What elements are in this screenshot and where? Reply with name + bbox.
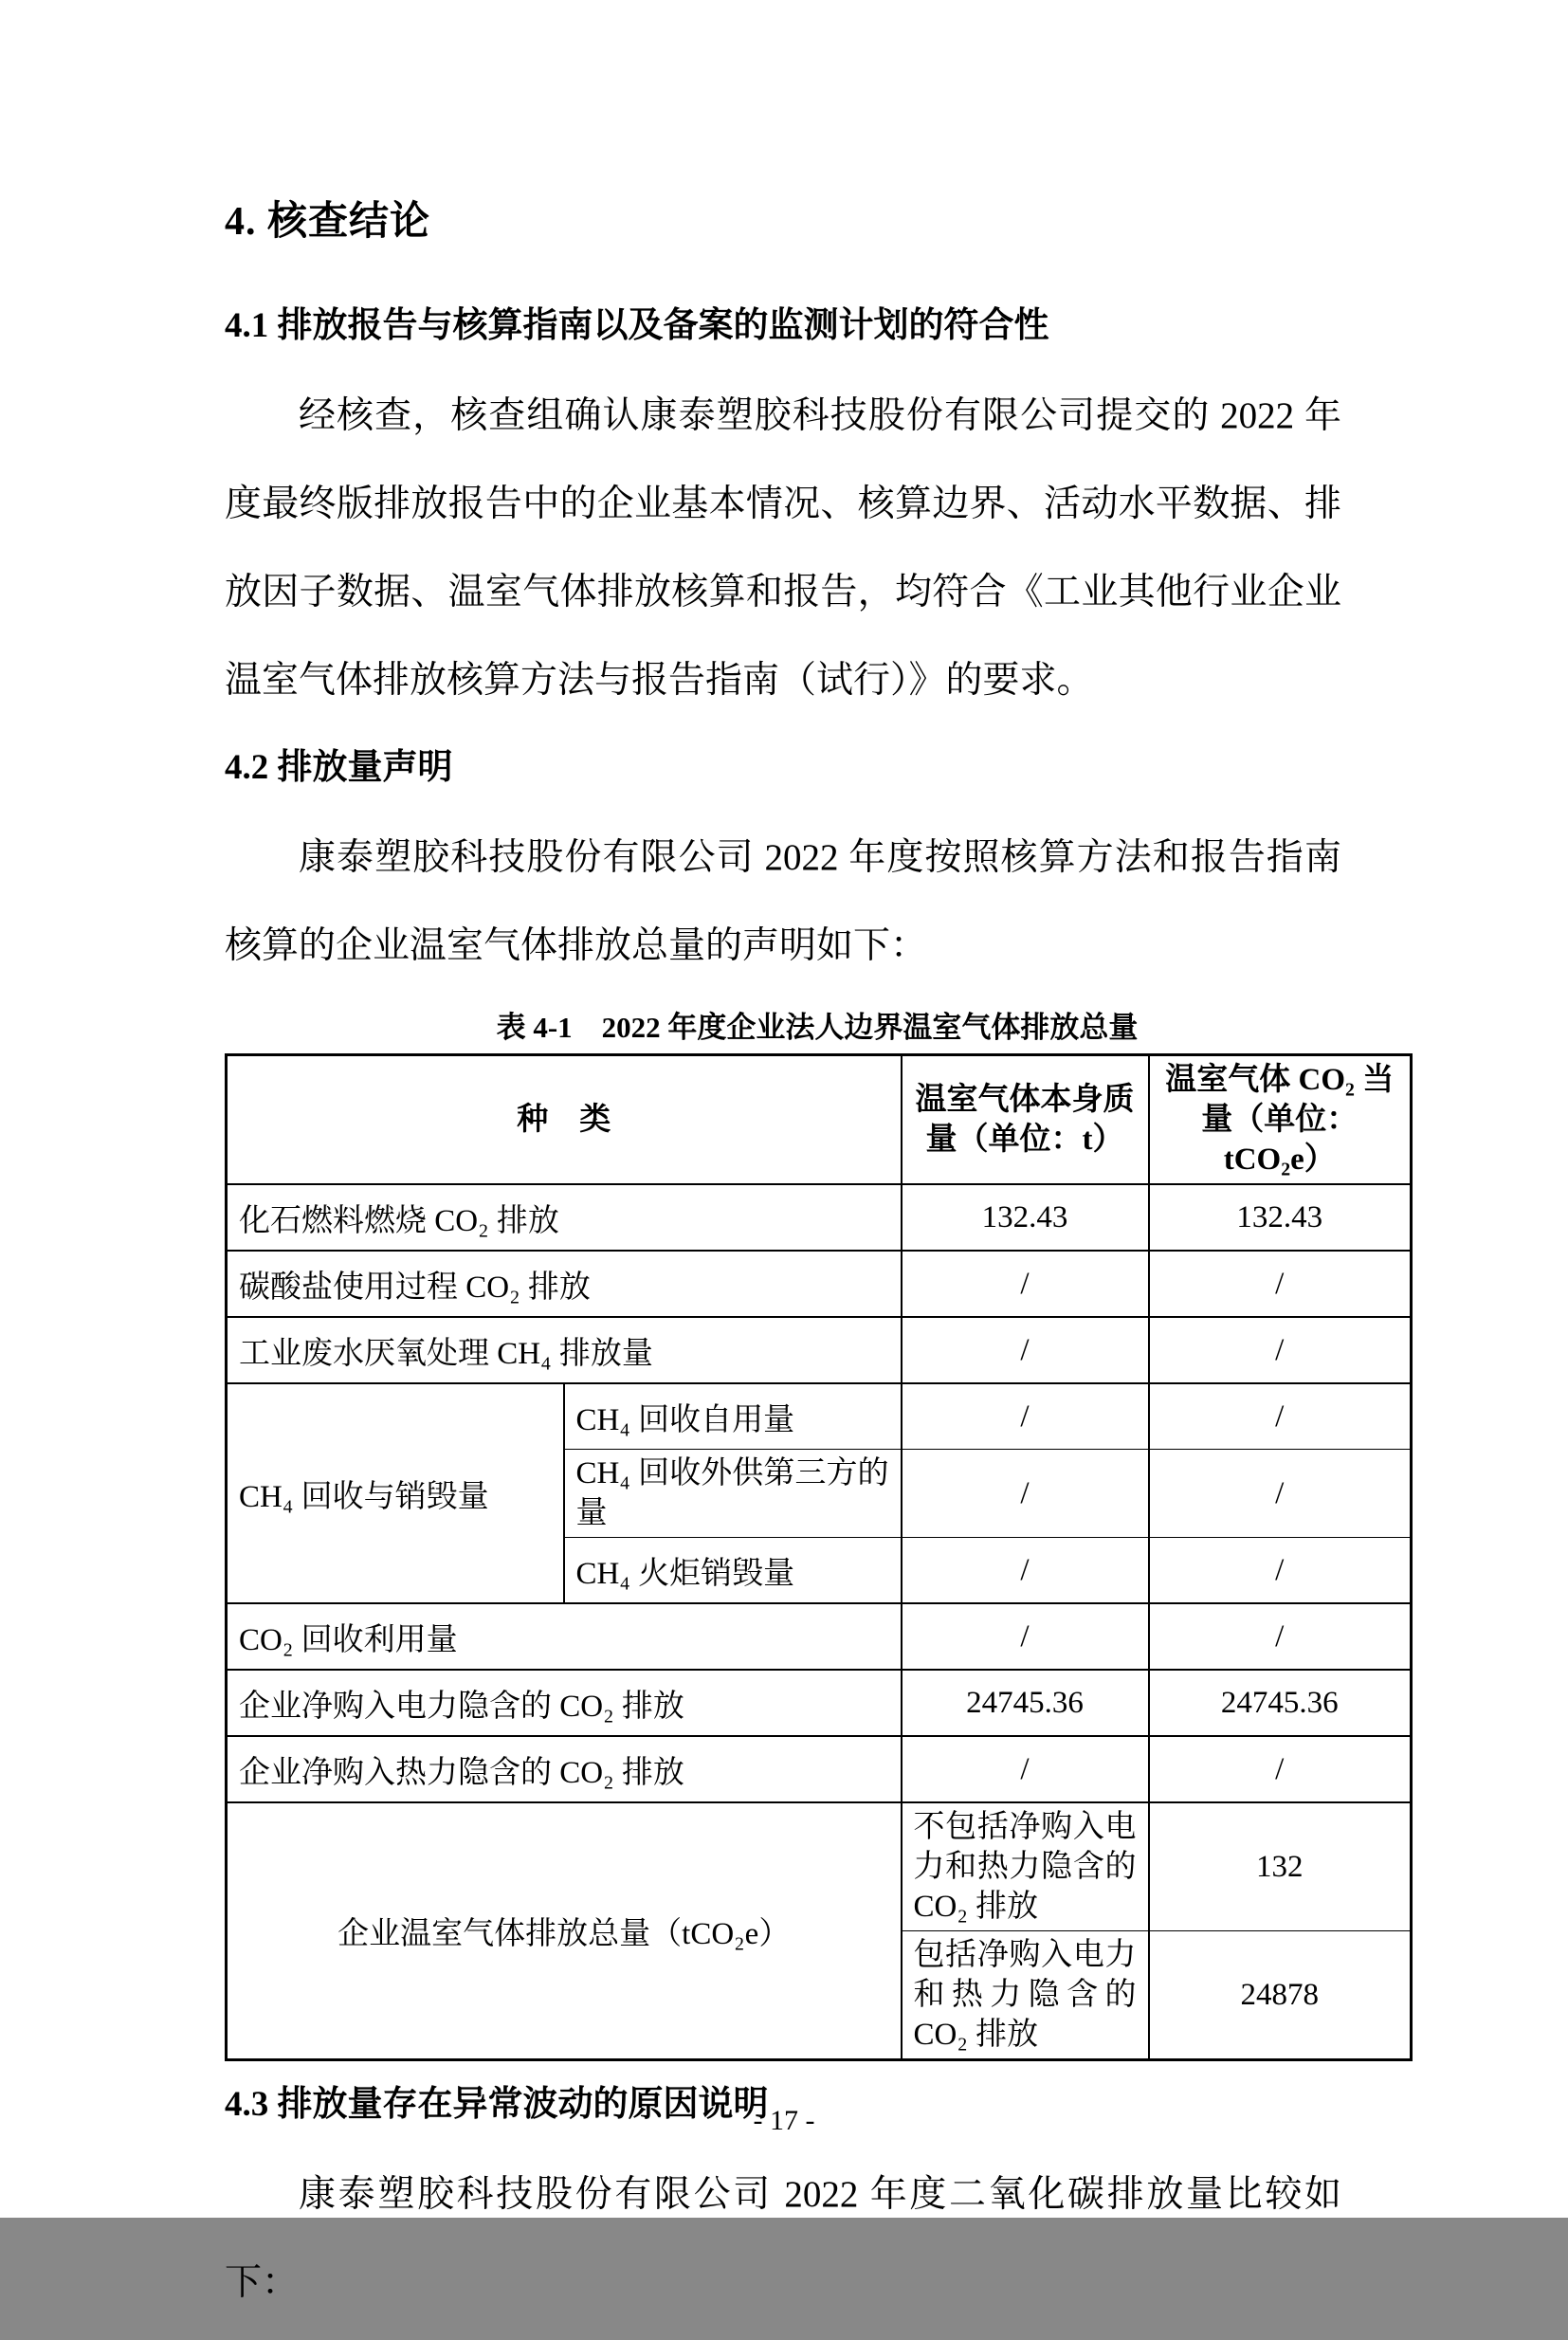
table-row — [227, 1317, 1412, 1383]
paragraph-line: 放因子数据、温室气体排放核算和报告，均符合《工业其他行业企业 — [225, 572, 1341, 612]
total-group-label: 企业温室气体排放总量（tCO₂e） — [227, 1802, 902, 2060]
co2e-value: 24745.36 — [1149, 1670, 1412, 1736]
section-4-3-paragraph — [225, 2150, 1341, 2327]
co2e-value: / — [1149, 1736, 1412, 1802]
table-row — [227, 1383, 1412, 1450]
group-label-ch4: CH₄ 回收与销毁量 — [227, 1383, 564, 1603]
page-number: - 17 - — [753, 2105, 815, 2136]
header-cell-co2e — [1149, 1055, 1412, 1185]
co2e-value: / — [1149, 1251, 1412, 1317]
table-row — [227, 1184, 1412, 1251]
total-incl-value: 24878 — [1149, 1931, 1412, 2060]
section-4-3-heading: 4.3 排放量存在异常波动的原因说明 — [225, 2085, 769, 2124]
row-label: 碳酸盐使用过程 CO₂ 排放 — [227, 1251, 902, 1317]
paragraph-line: 康泰塑胶科技股份有限公司 2022 年度按照核算方法和报告指南 — [299, 837, 1341, 878]
paragraph-line: 度最终版排放报告中的企业基本情况、核算边界、活动水平数据、排 — [225, 484, 1341, 524]
paragraph-line: 康泰塑胶科技股份有限公司 2022 年度二氧化碳排放量比较如 — [299, 2174, 1341, 2215]
mass-value: 132.43 — [902, 1184, 1149, 1251]
table-title: 表 4-1 2022 年度企业法人边界温室气体排放总量 — [496, 1011, 1139, 1044]
total-excl-label — [902, 1802, 1149, 1931]
header-cell-mass — [902, 1055, 1149, 1185]
row-label: 企业净购入热力隐含的 CO₂ 排放 — [227, 1736, 902, 1802]
header-cell-co2e-text: 温室气体 CO₂ 当量（单位：tCO₂e） — [1165, 1063, 1395, 1177]
co2e-value: / — [1149, 1317, 1412, 1383]
sub-row-label-text: CH₄ 回收外供第三方的量 — [575, 1456, 889, 1530]
paragraph-line: 核算的企业温室气体排放总量的声明如下： — [225, 925, 928, 966]
row-label: CO₂ 回收利用量 — [227, 1603, 902, 1670]
co2e-value: / — [1149, 1538, 1412, 1604]
total-incl-label — [902, 1931, 1149, 2060]
total-incl-label-text: 包括净购入电力和热力隐含的 CO₂ 排放 — [913, 1938, 1137, 2052]
row-label: 工业废水厌氧处理 CH₄ 排放量 — [227, 1317, 902, 1383]
table-row — [227, 1802, 1412, 1931]
paragraph-line: 下： — [225, 2262, 300, 2303]
section-4-1-paragraph — [225, 372, 1341, 724]
co2e-value: 132.43 — [1149, 1184, 1412, 1251]
sub-row-label: CH₄ 火炬销毁量 — [564, 1538, 902, 1604]
page-content — [225, 190, 1413, 2340]
paragraph-line: 经核查，核查组确认康泰塑胶科技股份有限公司提交的 2022 年 — [299, 395, 1341, 436]
table-row — [227, 1251, 1412, 1317]
mass-value: 24745.36 — [902, 1670, 1149, 1736]
row-label: 企业净购入电力隐含的 CO₂ 排放 — [227, 1670, 902, 1736]
main-heading: 4. 核查结论 — [225, 200, 431, 244]
table-row — [227, 1670, 1412, 1736]
sub-row-label: CH₄ 回收自用量 — [564, 1383, 902, 1450]
section-4-2-heading: 4.2 排放量声明 — [225, 748, 453, 787]
emissions-table — [225, 1053, 1413, 2061]
header-cell-mass-text: 温室气体本身质量（单位：t） — [915, 1083, 1135, 1157]
row-label: 化石燃料燃烧 CO₂ 排放 — [227, 1184, 902, 1251]
mass-value: / — [902, 1603, 1149, 1670]
mass-value: / — [902, 1251, 1149, 1317]
header-cell-category: 种 类 — [227, 1055, 902, 1185]
mass-value: / — [902, 1736, 1149, 1802]
sub-row-label — [564, 1450, 902, 1538]
table-row — [227, 1736, 1412, 1802]
total-excl-value: 132 — [1149, 1802, 1412, 1931]
table-row — [227, 1603, 1412, 1670]
section-4-2-paragraph — [225, 814, 1341, 990]
mass-value: / — [902, 1317, 1149, 1383]
mass-value: / — [902, 1383, 1149, 1450]
co2e-value: / — [1149, 1383, 1412, 1450]
mass-value: / — [902, 1450, 1149, 1538]
co2e-value: / — [1149, 1450, 1412, 1538]
co2e-value: / — [1149, 1603, 1412, 1670]
table-header-row — [227, 1055, 1412, 1185]
paragraph-line: 温室气体排放核算方法与报告指南（试行）》的要求。 — [225, 660, 1094, 701]
mass-value: / — [902, 1538, 1149, 1604]
section-4-1-heading: 4.1 排放报告与核算指南以及备案的监测计划的符合性 — [225, 306, 1049, 345]
total-excl-label-text: 不包括净购入电力和热力隐含的 CO₂ 排放 — [913, 1810, 1137, 1924]
